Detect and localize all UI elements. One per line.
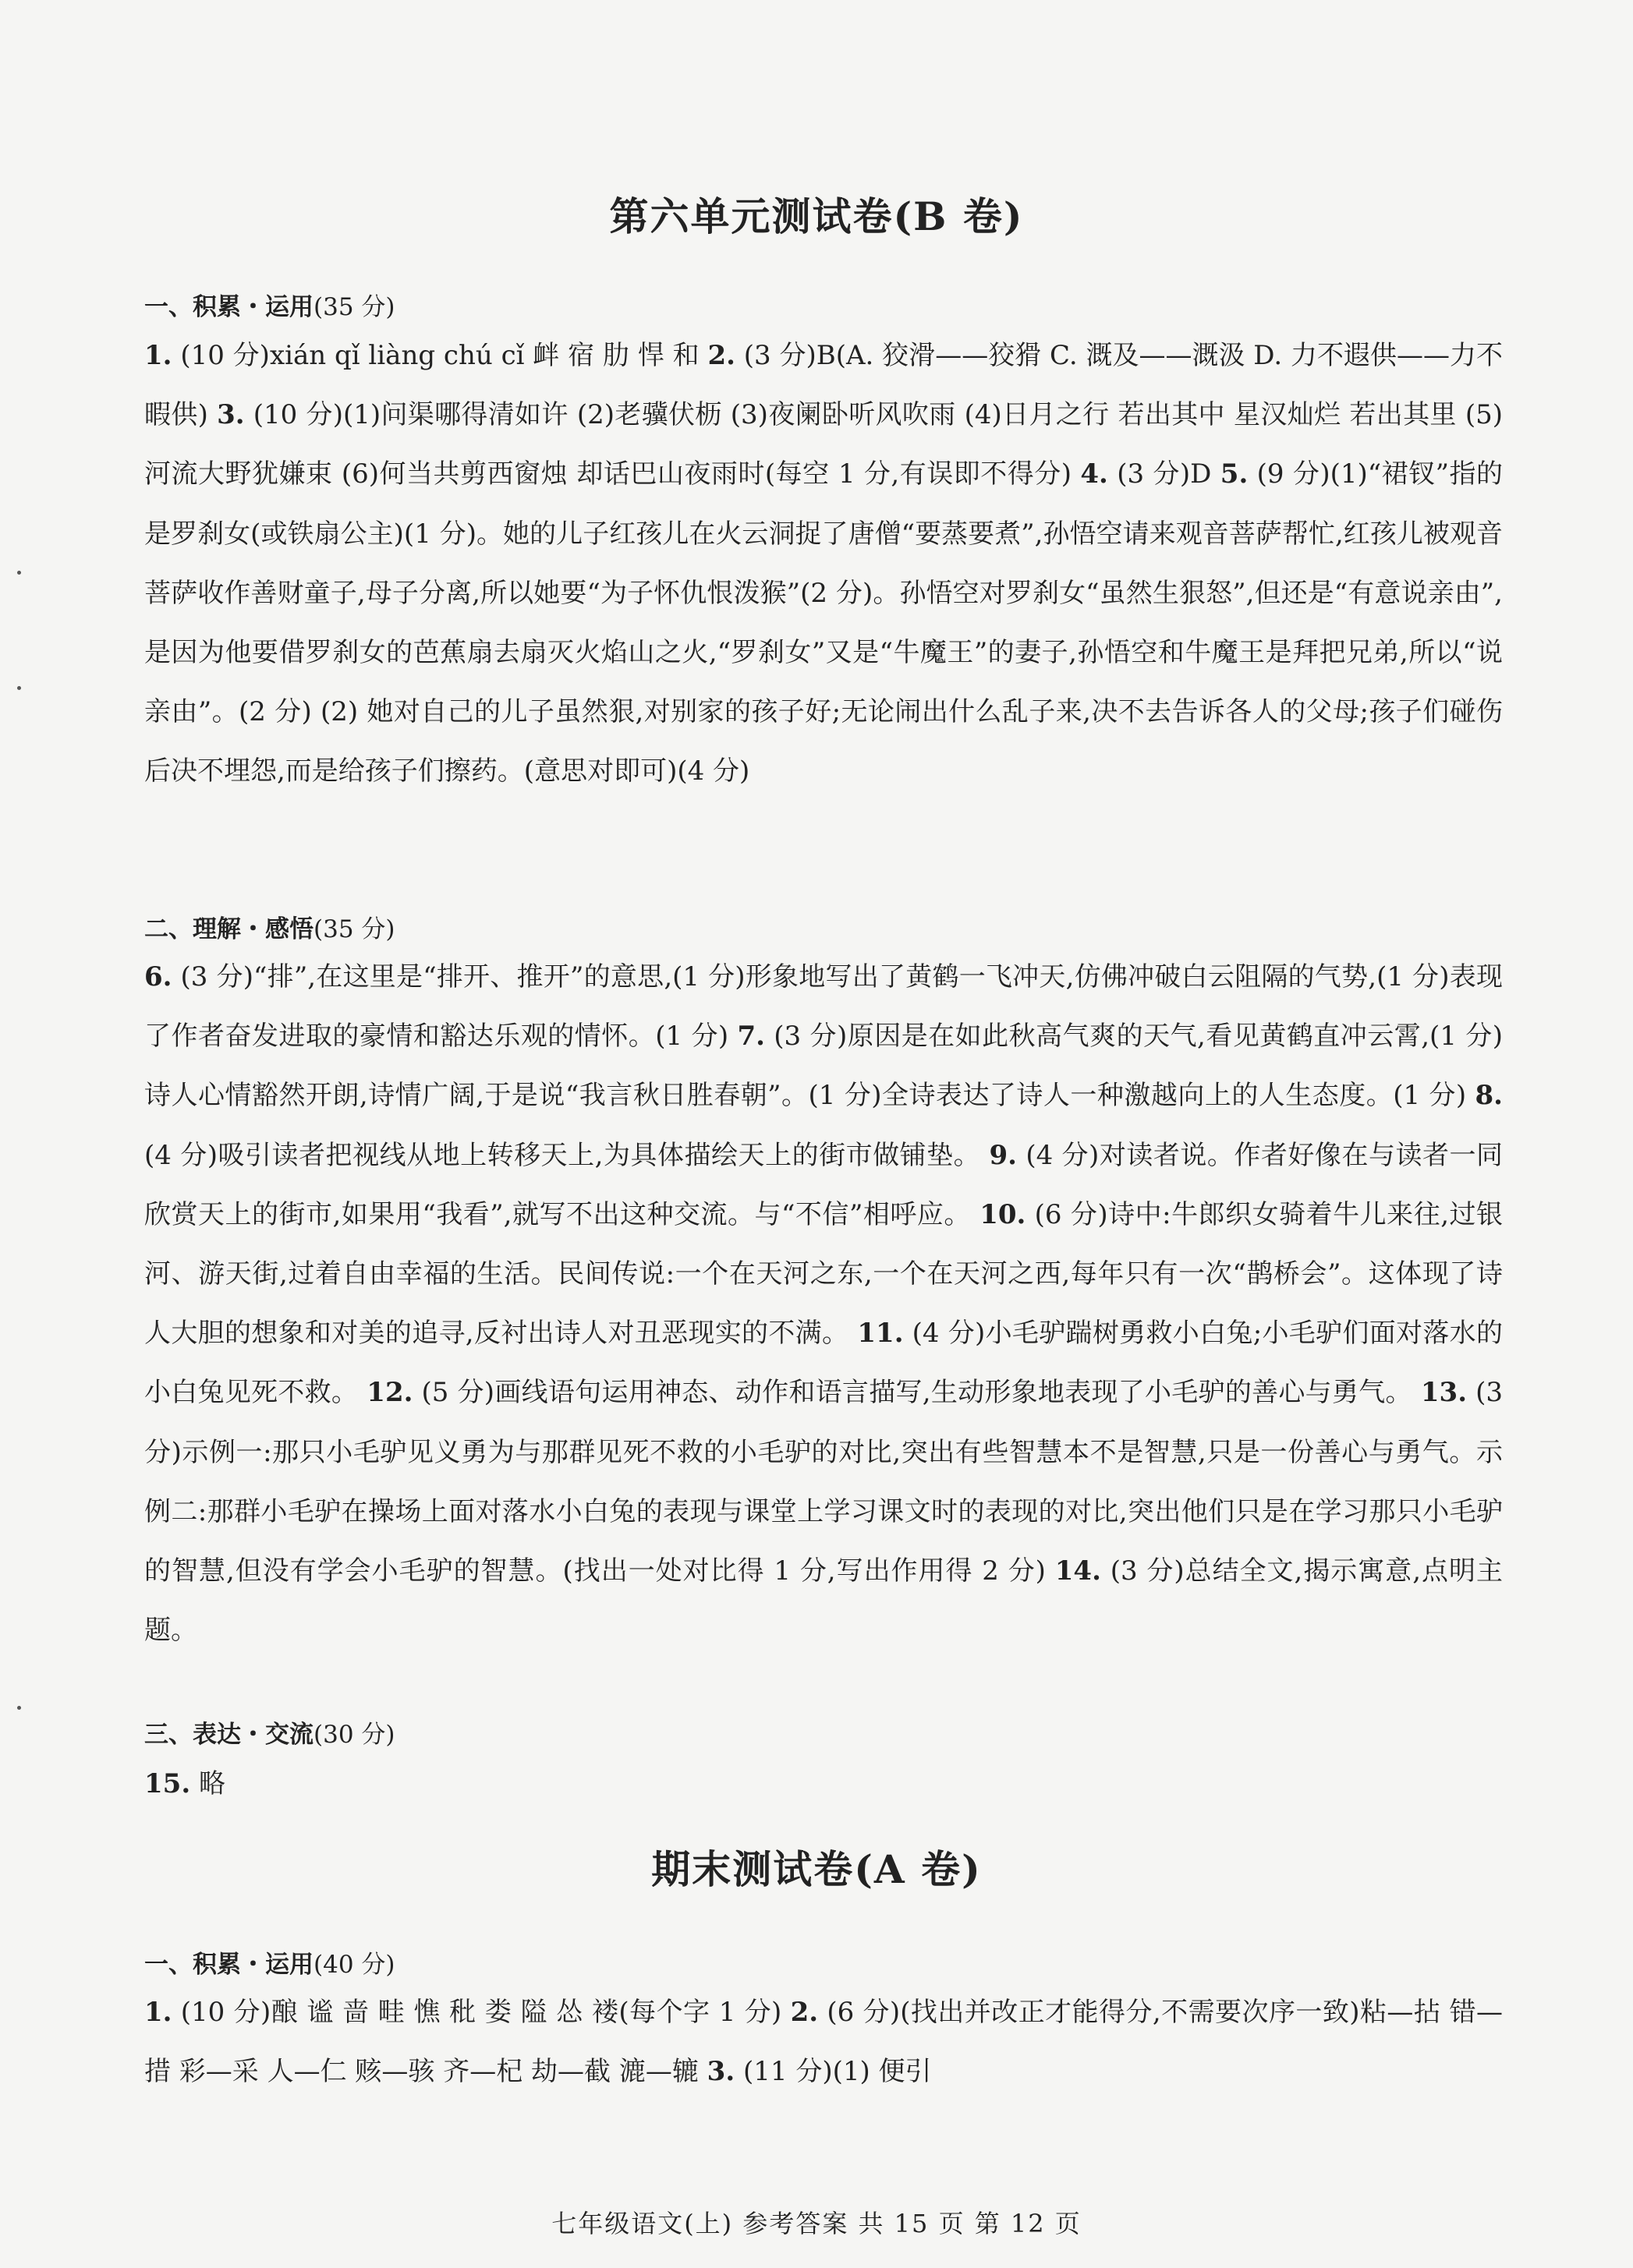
final-answer-1: (10 分)酿 谧 啬 畦 憔 秕 娄 隘 怂 褛(每个字 1 分) (180, 1997, 782, 2028)
section-label: 二、理解・感悟 (144, 915, 313, 943)
answer-4: (3 分)D (1117, 458, 1212, 490)
answer-2: (3 分)B(A. 狡滑——狡猾 C. 溉及——溉汲 D. 力不遐供——力不暇供) (144, 340, 1504, 431)
answer-5: (9 分)(1)“裙钗”指的是罗刹女(或铁扇公主)(1 分)。她的儿子红孩儿在火云洞捉了唐僧“要蒸要煮”,孙悟空请来观音菩萨帮忙,红孩儿被观音菩萨收作善财童子,母子分离,所以她要“为子怀仇恨泼猴”(2 分)。孙悟空对罗刹女“虽然生狠怒”,但还是“有意说亲由”,是因为他要借罗刹女的芭蕉扇去扇灭火焰山之火,“罗刹女”又是“牛魔王”的妻子,孙悟空和牛魔王是拜把兄弟,所以“说亲由”。(2 分) (2) 她对自己的儿子虽然狠,对别家的孩子好;无论闹出什么乱子来,决不去告诉各人的父母;孩子们碰伤后决不埋怨,而是给孩子们擦药。(意思对即可)(4 分) (144, 458, 1504, 787)
answer-8: (4 分)吸引读者把视线从地上转移天上,为具体描绘天上的街市做铺垫。 (144, 1139, 981, 1171)
answer-6: (3 分)“排”,在这里是“排开、推开”的意思,(1 分)形象地写出了黄鹤一飞冲天,仿佛冲破白云阻隔的气势,(1 分)表现了作者奋发进取的豪情和豁达乐观的情怀。(1 分) (144, 961, 1503, 1053)
answer-7: (3 分)原因是在如此秋高气爽的天气,看见黄鹤直冲云霄,(1 分)诗人心情豁然开朗,诗情广阔,于是说“我言秋日胜春朝”。(1 分)全诗表达了诗人一种激越向上的人生态度。(1 分) (144, 1021, 1503, 1112)
answer-9: (4 分)对读者说。作者好像在与读者一同欣赏天上的街市,如果用“我看”,就写不出这种交流。与“不信”相呼应。 (144, 1139, 1504, 1230)
section-points: (35 分) (313, 293, 395, 321)
scan-speck (17, 686, 21, 690)
answers-block-3: 15. 略 (144, 1768, 225, 1799)
page-footer: 七年级语文(上) 参考答案 共 15 页 第 12 页 (551, 2209, 1082, 2238)
scan-speck (17, 1706, 21, 1710)
section-points: (30 分) (313, 1721, 395, 1749)
section-heading (144, 287, 395, 322)
answer-3: (10 分)(1)问渠哪得清如许 (2)老骥伏枥 (3)夜阑卧听风吹雨 (4)日月之行 若出其中 星汉灿烂 若出其里 (5)河流大野犹嫌束 (6)何当共剪西窗烛 却话巴山夜雨时(每空 1 分,有误即不得分) (144, 399, 1504, 490)
answers-block-4: 1. (10 分)酿 谧 啬 畦 憔 秕 娄 隘 怂 褛(每个字 1 分) 2. (6 分)(找出并改正才能得分,不需要次序一致)粘—拈 错—措 彩—采 人—仁 赅—骇 齐—杞 劫—截 漉—辘 3. (11 分)(1) 便引 (144, 1997, 1504, 2088)
test-title-b: 第六单元测试卷(B 卷) (609, 193, 1024, 239)
answer-12: (5 分)画线语句运用神态、动作和语言描写,生动形象地表现了小毛驴的善心与勇气。 (421, 1377, 1412, 1409)
section-label: 三、表达・交流 (144, 1721, 313, 1749)
answers-block-1: 1. (10 分)xián qǐ liàng chú cǐ 衅 宿 肋 悍 和 2. (3 分)B(A. 狡滑——狡猾 C. 溉及——溉汲 D. 力不遐供——力不暇供) 3. (10 分)(1)问渠哪得清如许 (2)老骥伏枥 (3)夜阑卧听风吹雨 (4)日月之行 若出其中 星汉灿烂 若出其里 (5)河流大野犹嫌束 (6)何当共剪西窗烛 却话巴山夜雨时(每空 1 分,有误即不得分) 4. (3 分)D 5. (9 分)(1)“裙钗”指的是罗刹女(或铁扇公主)(1 分)。她的儿子红孩儿在火云洞捉了唐僧“要蒸要煮”,孙悟空请来观音菩萨帮忙,红孩儿被观音菩萨收作善财童子,母子分离,所以她要“为子怀仇恨泼猴”(2 分)。孙悟空对罗刹女“虽然生狠怒”,但还是“有意说亲由”,是因为他要借罗刹女的芭蕉扇去扇灭火焰山之火,“罗刹女”又是“牛魔王”的妻子,孙悟空和牛魔王是拜把兄弟,所以“说亲由”。(2 分) (2) 她对自己的儿子虽然狠,对别家的孩子好;无论闹出什么乱子来,决不去告诉各人的父母;孩子们碰伤后决不埋怨,而是给孩子们擦药。(意思对即可)(4 分) (144, 340, 1504, 787)
section-heading (144, 909, 395, 944)
section-label: 一、积累・运用 (144, 293, 313, 321)
scan-speck (17, 571, 21, 575)
answer-14: (3 分)总结全文,揭示寓意,点明主题。 (144, 1555, 1503, 1647)
answer-15: 略 (198, 1768, 225, 1799)
section-heading (144, 1944, 395, 1980)
answer-13: (3 分)示例一:那只小毛驴见义勇为与那群见死不救的小毛驴的对比,突出有些智慧本不是智慧,只是一份善心与勇气。示例二:那群小毛驴在操场上面对落水小白兔的表现与课堂上学习课文时的表现的对比,突出他们只是在学习那只小毛驴的智慧,但没有学会小毛驴的智慧。(找出一处对比得 1 分,写出作用得 2 分) (144, 1377, 1504, 1587)
section-heading (144, 1714, 395, 1750)
section-points: (40 分) (313, 1951, 395, 1979)
answer-1: (10 分)xián qǐ liàng chú cǐ 衅 宿 肋 悍 和 (180, 340, 700, 371)
section-points: (35 分) (313, 915, 395, 943)
final-answer-3: (11 分)(1) 便引 (742, 2056, 932, 2088)
section-label: 一、积累・运用 (144, 1951, 313, 1979)
answer-11: (4 分)小毛驴踹树勇救小白兔;小毛驴们面对落水的小白兔见死不救。 (144, 1318, 1503, 1409)
answer-10: (6 分)诗中:牛郎织女骑着牛儿来往,过银河、游天街,过着自由幸福的生活。民间传说:一个在天河之东,一个在天河之西,每年只有一次“鹊桥会”。这体现了诗人大胆的想象和对美的追寻,反衬出诗人对丑恶现实的不满。 (144, 1198, 1504, 1350)
answers-block-2: 6. (3 分)“排”,在这里是“排开、推开”的意思,(1 分)形象地写出了黄鹤一飞冲天,仿佛冲破白云阻隔的气势,(1 分)表现了作者奋发进取的豪情和豁达乐观的情怀。(1 分) 7. (3 分)原因是在如此秋高气爽的天气,看见黄鹤直冲云霄,(1 分)诗人心情豁然开朗,诗情广阔,于是说“我言秋日胜春朝”。(1 分)全诗表达了诗人一种激越向上的人生态度。(1 分) 8. (4 分)吸引读者把视线从地上转移天上,为具体描绘天上的街市做铺垫。 9. (4 分)对读者说。作者好像在与读者一同欣赏天上的街市,如果用“我看”,就写不出这种交流。与“不信”相呼应。 10. (6 分)诗中:牛郎织女骑着牛儿来往,过银河、游天街,过着自由幸福的生活。民间传说:一个在天河之东,一个在天河之西,每年只有一次“鹊桥会”。这体现了诗人大胆的想象和对美的追寻,反衬出诗人对丑恶现实的不满。 11. (4 分)小毛驴踹树勇救小白兔;小毛驴们面对落水的小白兔见死不救。 12. (5 分)画线语句运用神态、动作和语言描写,生动形象地表现了小毛驴的善心与勇气。 13. (3 分)示例一:那只小毛驴见义勇为与那群见死不救的小毛驴的对比,突出有些智慧本不是智慧,只是一份善心与勇气。示例二:那群小毛驴在操场上面对落水小白兔的表现与课堂上学习课文时的表现的对比,突出他们只是在学习那只小毛驴的智慧,但没有学会小毛驴的智慧。(找出一处对比得 1 分,写出作用得 2 分) 14. (3 分)总结全文,揭示寓意,点明主题。 (144, 961, 1504, 1647)
test-title-a: 期末测试卷(A 卷) (651, 1846, 982, 1892)
final-answer-2: (6 分)(找出并改正才能得分,不需要次序一致)粘—拈 错—措 彩—采 人—仁 赅—骇 齐—杞 劫—截 漉—辘 (144, 1997, 1504, 2088)
